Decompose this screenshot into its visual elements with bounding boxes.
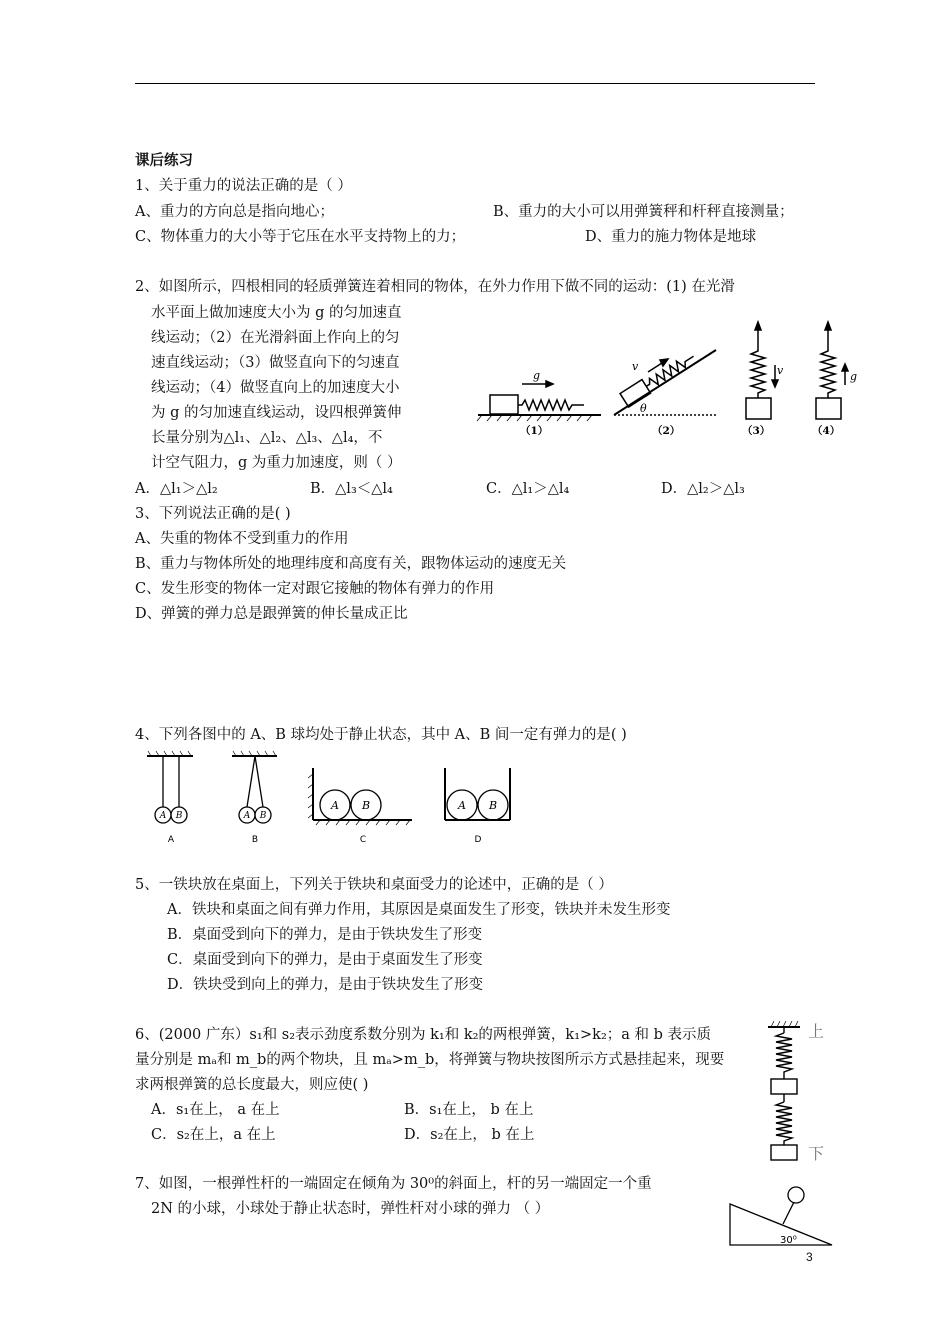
q7-line2: 2N 的小球，小球处于静止状态时，弹性杆对小球的弹力 （ ） (151, 1201, 550, 1217)
q6-option-d: D．s₂在上， b 在上 (404, 1127, 535, 1143)
q6-option-c: C．s₂在上，a 在上 (151, 1127, 276, 1143)
q2-fig-caption-4: （4） (812, 425, 841, 437)
q2-line4: 速直线运动；（3）做竖直向下的匀速直 (151, 355, 400, 371)
q2-option-a: A．△l₁＞△l₂ (135, 481, 218, 497)
q5-stem: 5、一铁块放在桌面上，下列关于铁块和桌面受力的论述中，正确的是（ ） (135, 877, 613, 893)
q4-fig-d-ball-b: B (488, 799, 498, 812)
header-rule (135, 83, 815, 84)
q7-line1: 7、如图，一根弹性杆的一端固定在倾角为 30⁰的斜面上，杆的另一端固定一个重 (135, 1176, 652, 1192)
q2-fig-caption-1: （1） (520, 425, 549, 437)
q5-option-c: C．桌面受到向下的弹力，是由于桌面发生了形变 (167, 952, 483, 968)
q2-fig-caption-2: （2） (652, 425, 681, 437)
q6-option-a: A．s₁在上， a 在上 (151, 1102, 280, 1118)
q4-caption-a: A (167, 835, 175, 845)
q4-balls-figure (135, 748, 535, 848)
q2-fig2-v-label: v (632, 360, 639, 373)
q2-line6: 为 g 的匀加速直线运动，设四根弹簧伸 (151, 405, 402, 421)
q2-option-b: B．△l₃＜△l₄ (310, 481, 393, 497)
q2-line5: 线运动；（4）做竖直向上的加速度大小 (151, 380, 400, 396)
q5-option-b: B．桌面受到向下的弹力，是由于铁块发生了形变 (167, 927, 483, 943)
q2-fig3-v-label: v (777, 364, 784, 377)
q4-caption-d: D (474, 835, 482, 845)
q5-option-a: A．铁块和桌面之间有弹力作用，其原因是桌面发生了形变，铁块并未发生形变 (167, 902, 671, 918)
q4-caption-c: C (359, 835, 367, 845)
q1-option-a: A、重力的方向总是指向地心； (135, 204, 334, 220)
q3-option-d: D、弹簧的弹力总是跟弹簧的伸长量成正比 (135, 606, 408, 622)
q6-line3: 求两根弹簧的总长度最大，则应使( ) (135, 1077, 369, 1093)
page-number: 3 (806, 1250, 813, 1264)
q1-option-c: C、物体重力的大小等于它压在水平支持物上的力； (135, 229, 466, 245)
q1-option-d: D、重力的施力物体是地球 (585, 229, 757, 245)
q4-fig-c-ball-b: B (361, 799, 371, 812)
q2-line3: 线运动；（2）在光滑斜面上作向上的匀 (151, 330, 400, 346)
q6-line1: 6、(2000 广东）s₁和 s₂表示劲度系数分别为 k₁和 k₂的两根弹簧，k₁>k₂；a 和 b 表示质 (135, 1027, 712, 1043)
q2-option-d: D．△l₂＞△l₃ (661, 481, 745, 497)
q4-fig-c-ball-a: A (331, 799, 339, 812)
q2-fig-caption-3: （3） (742, 425, 771, 437)
q6-fig-top-label: 上 (808, 1022, 825, 1041)
q1-option-b: B、重力的大小可以用弹簧秤和杆秤直接测量； (493, 204, 794, 220)
q4-fig-d-ball-a: A (458, 799, 466, 812)
q6-hanging-springs-figure (764, 1015, 830, 1165)
q2-fig4-g-label: g (850, 370, 858, 383)
q5-option-d: D．铁块受到向上的弹力，是由于铁块发生了形变 (167, 977, 484, 993)
q3-stem: 3、下列说法正确的是( ) (135, 506, 291, 522)
section-heading: 课后练习 (135, 152, 193, 169)
q2-line2: 水平面上做加速度大小为 g 的匀加速直 (151, 305, 402, 321)
q2-line7: 长量分别为△l₁、△l₂、△l₃、△l₄，不 (151, 430, 383, 446)
q1-stem: 1、关于重力的说法正确的是（ ） (135, 178, 352, 194)
q7-fig-angle-label: 30⁰ (780, 1235, 797, 1246)
q3-option-b: B、重力与物体所处的地理纬度和高度有关，跟物体运动的速度无关 (135, 556, 567, 572)
q4-stem: 4、下列各图中的 A、B 球均处于静止状态，其中 A、B 间一定有弹力的是( ) (135, 727, 627, 743)
q4-fig-b-ball-b: B (259, 811, 267, 821)
q7-incline-figure (725, 1180, 835, 1250)
q4-fig-b-ball-a: A (243, 811, 251, 821)
q2-line8: 计空气阻力，g 为重力加速度，则（ ） (151, 455, 402, 471)
q4-fig-a-ball-b: B (175, 811, 183, 821)
q4-caption-b: B (251, 835, 259, 845)
q6-option-b: B．s₁在上， b 在上 (404, 1102, 534, 1118)
q4-fig-a-ball-a: A (159, 811, 167, 821)
q2-spring-figure (476, 320, 871, 440)
q3-option-a: A、失重的物体不受到重力的作用 (135, 531, 349, 547)
q6-line2: 量分别是 mₐ和 m_b的两个物块，且 mₐ>m_b，将弹簧与物块按图所示方式悬挂起来，现要 (135, 1052, 725, 1068)
q2-fig2-theta-label: θ (640, 402, 647, 415)
q2-fig1-g-label: g (533, 369, 541, 382)
q3-option-c: C、发生形变的物体一定对跟它接触的物体有弹力的作用 (135, 581, 495, 597)
q2-option-c: C．△l₁＞△l₄ (486, 481, 570, 497)
q6-fig-bottom-label: 下 (808, 1144, 825, 1163)
q2-line1: 2、如图所示，四根相同的轻质弹簧连着相同的物体，在外力作用下做不同的运动：(1) 在光滑 (135, 279, 735, 295)
